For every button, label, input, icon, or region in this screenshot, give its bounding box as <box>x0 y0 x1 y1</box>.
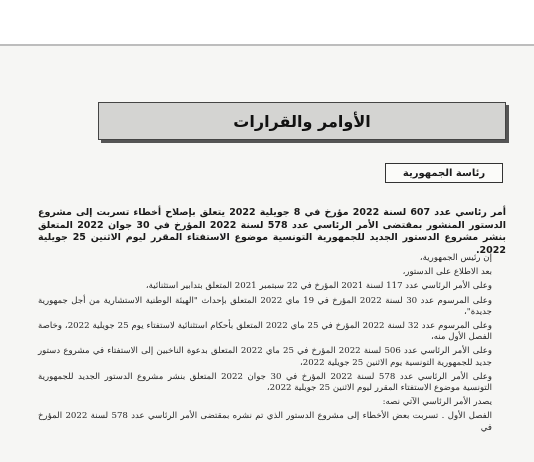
paragraph: إن رئيس الجمهورية، <box>419 253 492 263</box>
paragraph: الفصل الأول . تسربت بعض الأخطاء إلى مشروع الدستور الذي تم نشره بمقتضى الأمر الرئاسي عدد 578 لسنة 2022 المؤرخ في <box>38 411 493 433</box>
decree-body <box>38 253 506 437</box>
paragraph: وعلى الأمر الرئاسي عدد 578 لسنة 2022 المؤرخ في 30 جوان 2022 المتعلق بنشر مشروع الدستور الجديد للجمهورية التونسية موضوع الاستفتاء المقرر ليوم الاثنين 25 جويلية 2022، <box>38 371 492 394</box>
chapter-title: الأوامر والقرارات <box>233 111 371 131</box>
section-label-box <box>385 163 503 183</box>
paragraph: وعلى المرسوم عدد 30 لسنة 2022 المؤرخ في 19 ماي 2022 المتعلق بإحداث "الهيئة الوطنية الاستشارية من أجل جمهورية جديدة"، <box>38 295 492 317</box>
paragraph: بعد الاطلاع على الدستور، <box>402 267 492 278</box>
top-margin <box>0 0 534 44</box>
decree-heading: أمر رئاسي عدد 607 لسنة 2022 مؤرخ في 8 جويلية 2022 يتعلق بإصلاح أخطاء تسربت إلى مشروع الدستور المنشور بمقتضى الأمر الرئاسي عدد 578 لسنة 2022 المؤرخ في 30 جوان 2022 المتعلق بنشر مشروع الدستور الجديد للجمهورية التونسية موضوع الاستفتاء المقرر ليوم الاثنين 25 جويلية 2022. <box>38 207 506 256</box>
chapter-title-box <box>98 102 506 140</box>
paragraph: يصدر الأمر الرئاسي الآتي نصه: <box>382 397 492 408</box>
paragraph: وعلى الأمر الرئاسي عدد 506 لسنة 2022 المؤرخ في 25 ماي 2022 المتعلق بدعوة الناخبين إلى الاستفتاء في مشروع دستور جديد للجمهورية التونسية يوم الاثنين 25 جويلية 2022، <box>38 346 493 368</box>
paragraph: وعلى الأمر الرئاسي عدد 117 لسنة 2021 المؤرخ في 22 سبتمبر 2021 المتعلق بتدابير استثنائية، <box>145 281 492 292</box>
section-label: رئاسة الجمهورية <box>402 167 486 179</box>
paragraph: وعلى المرسوم عدد 32 لسنة 2022 المؤرخ في 25 ماي 2022 المتعلق بأحكام استثنائية لاستفتاء يوم 25 جويلية 2022، وخاصة الفصل الأول منه، <box>38 321 493 343</box>
